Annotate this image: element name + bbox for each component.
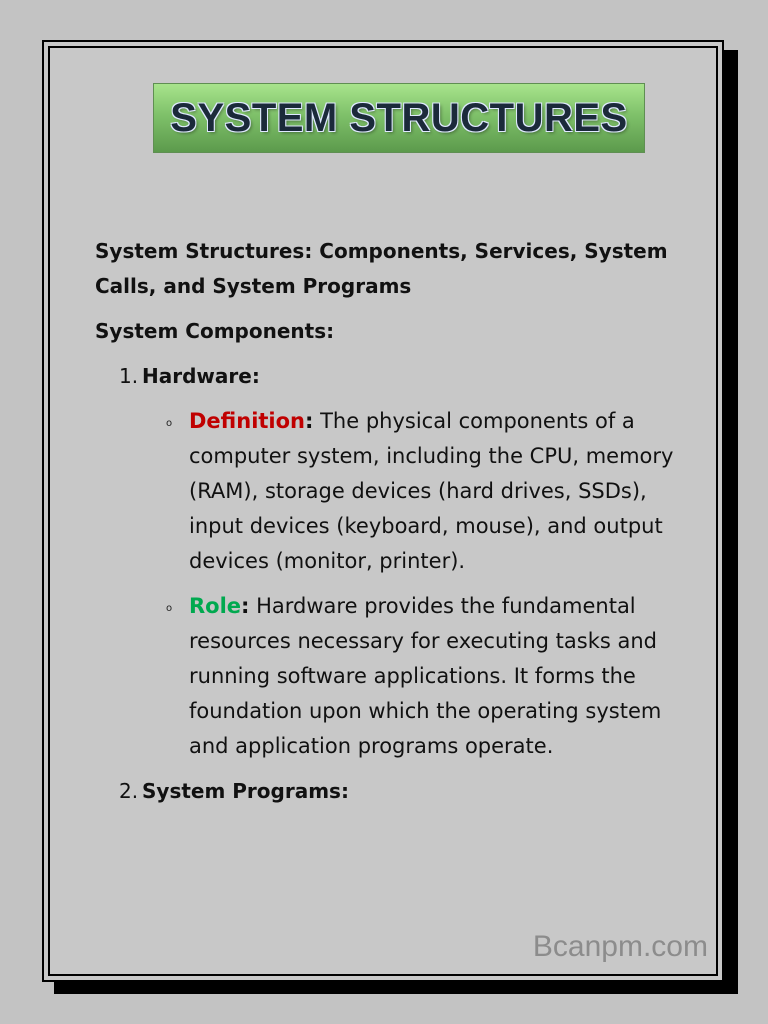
bullet-text: The physical components of a computer system, including the CPU, memory (RAM), storage devices (hard drives, SSDs), input devices (keyboard, mouse), and output devices (monitor, printer). bbox=[189, 409, 674, 573]
bullet-definition bbox=[166, 404, 679, 579]
bullet-role bbox=[166, 589, 679, 764]
section-title: System Components: bbox=[95, 319, 335, 343]
watermark: Bcanpm.com bbox=[532, 930, 708, 963]
title-banner bbox=[153, 83, 645, 153]
list-number: 2. bbox=[119, 779, 139, 803]
term-colon: : bbox=[305, 409, 314, 433]
list-label: System Programs: bbox=[142, 779, 349, 803]
bullet-text: Hardware provides the fundamental resources necessary for executing tasks and running software applications. It forms the foundation upon which the operating system and application programs operate. bbox=[189, 594, 662, 758]
term-role: Role bbox=[189, 594, 242, 618]
page-title: SYSTEM STRUCTURES bbox=[170, 95, 628, 140]
document-frame bbox=[42, 40, 724, 982]
bullet-circle-icon: o bbox=[166, 603, 173, 614]
list-item-hardware bbox=[119, 359, 695, 394]
document-inner-border bbox=[48, 46, 718, 976]
document-content bbox=[95, 234, 695, 809]
term-definition: Definition bbox=[189, 409, 306, 433]
list-label: Hardware: bbox=[142, 364, 260, 388]
list-number: 1. bbox=[119, 364, 139, 388]
main-heading: System Structures: Components, Services, System Calls, and System Programs bbox=[95, 239, 668, 298]
bullet-circle-icon: o bbox=[166, 418, 173, 429]
term-colon: : bbox=[241, 594, 250, 618]
list-item-system-programs bbox=[119, 774, 695, 809]
